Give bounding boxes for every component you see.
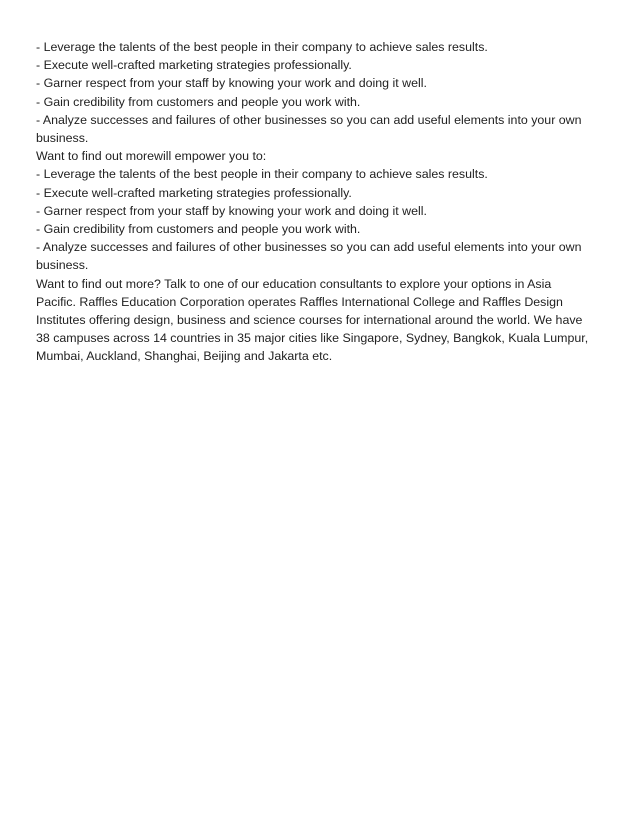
document-page bbox=[36, 38, 602, 366]
paragraph-line: Institutes offering design, business and science courses for international around the world. We have bbox=[36, 313, 583, 328]
bullet-line: - Gain credibility from customers and people you work with. bbox=[36, 222, 361, 237]
text-line: business. bbox=[36, 258, 89, 273]
text-line: business. bbox=[36, 131, 89, 146]
bullet-line: - Analyze successes and failures of other businesses so you can add useful elements into your own bbox=[36, 240, 582, 255]
paragraph-line: Pacific. Raffles Education Corporation operates Raffles International College and Raffles Design bbox=[36, 294, 563, 309]
text-line: Want to find out morewill empower you to: bbox=[36, 149, 267, 164]
bullet-line: - Garner respect from your staff by knowing your work and doing it well. bbox=[36, 203, 427, 218]
bullet-line: - Garner respect from your staff by knowing your work and doing it well. bbox=[36, 76, 427, 91]
paragraph-line: Mumbai, Auckland, Shanghai, Beijing and Jakarta etc. bbox=[36, 349, 333, 364]
bullet-line: - Leverage the talents of the best people in their company to achieve sales results. bbox=[36, 167, 488, 182]
paragraph-line: 38 campuses across 14 countries in 35 major cities like Singapore, Sydney, Bangkok, Kuala Lumpur, bbox=[36, 331, 589, 346]
paragraph-line: Want to find out more? Talk to one of our education consultants to explore your options in Asia bbox=[36, 276, 552, 291]
bullet-line: - Execute well-crafted marketing strategies professionally. bbox=[36, 58, 352, 73]
bullet-line: - Execute well-crafted marketing strategies professionally. bbox=[36, 185, 352, 200]
bullet-line: - Leverage the talents of the best people in their company to achieve sales results. bbox=[36, 40, 488, 54]
bullet-line: - Analyze successes and failures of other businesses so you can add useful elements into your own bbox=[36, 112, 582, 127]
bullet-line: - Gain credibility from customers and people you work with. bbox=[36, 94, 361, 109]
